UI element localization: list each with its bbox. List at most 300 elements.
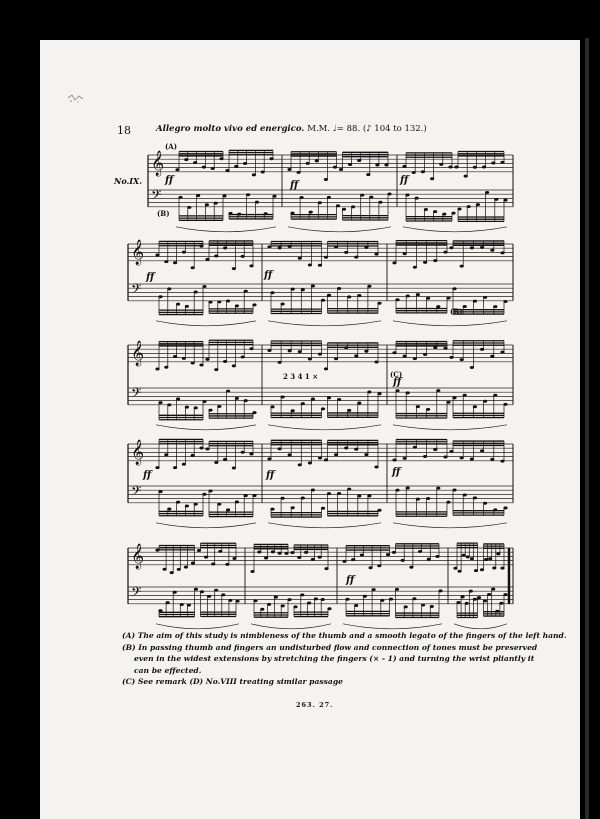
note-head <box>214 255 218 258</box>
note-head <box>226 300 230 303</box>
note-head <box>435 555 439 558</box>
note-head <box>456 601 460 604</box>
note-head <box>460 358 464 361</box>
note-head <box>369 196 373 199</box>
note-head <box>392 351 396 354</box>
note-head <box>433 210 437 213</box>
note-head <box>304 551 308 554</box>
note-head <box>255 201 259 204</box>
note-head <box>499 602 503 605</box>
note-head <box>321 598 325 601</box>
note-head <box>473 405 477 408</box>
note-head <box>404 605 408 608</box>
note-head <box>225 563 229 566</box>
note-head <box>167 507 171 510</box>
note-head <box>443 251 447 254</box>
note-head <box>345 598 349 601</box>
note-head <box>307 602 311 605</box>
note-head <box>158 490 162 493</box>
note-head <box>200 590 204 593</box>
note-head <box>464 175 468 178</box>
note-head <box>308 358 312 361</box>
note-head <box>466 555 470 558</box>
note-head <box>490 458 494 461</box>
note-head <box>327 294 331 297</box>
note-head <box>327 492 331 495</box>
note-head <box>202 493 206 496</box>
note-head <box>205 358 209 361</box>
note-head <box>387 193 391 196</box>
note-head <box>424 208 428 211</box>
note-head <box>462 554 466 557</box>
note-head <box>416 405 420 408</box>
note-head <box>194 291 198 294</box>
note-head <box>415 197 419 200</box>
note-head <box>164 260 168 263</box>
slur <box>251 624 331 629</box>
slur <box>393 425 507 430</box>
note-head <box>357 159 361 162</box>
note-head <box>281 604 285 607</box>
note-head <box>480 348 484 351</box>
slur <box>156 624 239 629</box>
note-head <box>377 302 381 305</box>
note-head <box>298 463 302 466</box>
note-head <box>395 588 399 591</box>
note-head <box>395 389 399 392</box>
note-head <box>184 158 188 161</box>
note-head <box>354 354 358 357</box>
note-head <box>473 496 477 499</box>
dynamic-ff: ff <box>264 270 273 281</box>
note-head <box>374 253 378 256</box>
note-head <box>334 246 338 249</box>
note-head <box>490 249 494 252</box>
note-head <box>334 357 338 360</box>
note-head <box>250 570 254 573</box>
note-head <box>155 368 159 371</box>
note-head <box>377 564 381 567</box>
note-head <box>409 566 413 569</box>
note-head <box>463 493 467 496</box>
note-head <box>451 212 455 215</box>
note-head <box>406 295 410 298</box>
note-head <box>182 357 186 360</box>
note-head <box>208 409 212 412</box>
study-number: No.IX. <box>114 176 143 186</box>
note-head <box>226 390 230 393</box>
note-head <box>298 257 302 260</box>
treble-clef: 𝄞 <box>151 151 165 176</box>
note-head <box>347 409 351 412</box>
note-head <box>191 454 195 457</box>
note-head <box>490 355 494 358</box>
note-head <box>453 567 457 570</box>
note-head <box>223 458 227 461</box>
note-head <box>180 603 184 606</box>
dynamic-ff: ff <box>400 175 409 186</box>
note-head <box>187 206 191 209</box>
note-head <box>426 297 430 300</box>
note-head <box>500 567 504 570</box>
note-head <box>267 349 271 352</box>
dynamic-ff: ff <box>143 470 152 481</box>
note-head <box>412 171 416 174</box>
dynamic-ff: ff <box>266 470 275 481</box>
note-head <box>500 161 504 164</box>
note-head <box>423 261 427 264</box>
slur <box>268 321 381 326</box>
note-head <box>235 500 239 503</box>
note-head <box>264 557 268 560</box>
note-head <box>155 253 159 256</box>
note-head <box>204 556 208 559</box>
note-head <box>199 245 203 248</box>
note-head <box>413 357 417 360</box>
note-head <box>185 305 189 308</box>
note-head <box>458 570 462 573</box>
note-head <box>442 213 446 216</box>
note-head <box>177 568 181 571</box>
note-head <box>228 599 232 602</box>
slur <box>288 227 391 232</box>
note-head <box>503 593 507 596</box>
note-head <box>492 567 496 570</box>
note-head <box>483 400 487 403</box>
note-head <box>194 588 198 591</box>
note-head <box>364 246 368 249</box>
note-head <box>226 508 230 511</box>
note-head <box>324 567 328 570</box>
note-head <box>493 305 497 308</box>
note-head <box>401 559 405 562</box>
note-head <box>436 487 440 490</box>
note-head <box>405 194 409 197</box>
note-head <box>318 264 322 267</box>
footnote-a: (A) The aim of this study is nimbleness of the thumb and a smooth legato of the fingers of the left hand. <box>122 631 567 640</box>
note-head <box>342 208 346 211</box>
note-head <box>465 602 469 605</box>
note-head <box>337 492 341 495</box>
note-head <box>351 205 355 208</box>
note-head <box>491 162 495 165</box>
note-head <box>182 463 186 466</box>
note-head <box>500 351 504 354</box>
note-head <box>244 494 248 497</box>
note-head <box>318 556 322 559</box>
note-head <box>494 198 498 201</box>
note-head <box>257 551 261 554</box>
slur <box>156 523 256 528</box>
note-head <box>433 259 437 262</box>
note-head <box>493 394 497 397</box>
note-head <box>278 447 282 450</box>
note-head <box>164 366 168 369</box>
slur <box>343 624 442 629</box>
note-head <box>252 303 256 306</box>
note-head <box>354 604 358 607</box>
slur <box>268 523 381 528</box>
note-head <box>185 505 189 508</box>
note-head <box>185 406 189 409</box>
note-head <box>235 600 239 603</box>
note-head <box>287 598 291 601</box>
note-head <box>395 489 399 492</box>
note-head <box>433 346 437 349</box>
note-head <box>249 453 253 456</box>
note-head <box>418 550 422 553</box>
note-head <box>377 509 381 512</box>
note-head <box>301 497 305 500</box>
note-head <box>315 159 319 162</box>
note-head <box>406 487 410 490</box>
note-head <box>158 295 162 298</box>
note-head <box>473 598 477 601</box>
note-head <box>173 261 177 264</box>
note-head <box>272 195 276 198</box>
note-head <box>293 605 297 608</box>
note-head <box>452 489 456 492</box>
note-head <box>252 173 256 176</box>
note-head <box>430 177 434 180</box>
note-head <box>300 196 304 199</box>
note-head <box>196 194 200 197</box>
note-head <box>182 251 186 254</box>
note-head <box>327 607 331 610</box>
footnotes <box>122 630 567 688</box>
note-head <box>357 495 361 498</box>
note-head <box>264 212 268 215</box>
note-head <box>298 350 302 353</box>
note-head <box>223 247 227 250</box>
note-head <box>318 457 322 460</box>
note-head <box>364 350 368 353</box>
note-head <box>205 203 209 206</box>
note-head <box>208 301 212 304</box>
note-head <box>351 558 355 561</box>
note-head <box>392 261 396 264</box>
note-head <box>187 604 191 607</box>
note-head <box>446 297 450 300</box>
note-head <box>500 251 504 254</box>
note-head <box>403 355 407 358</box>
slur <box>176 227 276 232</box>
note-head <box>426 408 430 411</box>
note-head <box>354 448 358 451</box>
note-head <box>270 508 274 511</box>
note-head <box>363 595 367 598</box>
note-head <box>344 446 348 449</box>
note-head <box>267 245 271 248</box>
note-head <box>173 355 177 358</box>
note-head <box>281 497 285 500</box>
note-head <box>482 166 486 169</box>
note-head <box>366 173 370 176</box>
note-head <box>449 450 453 453</box>
note-head <box>178 196 182 199</box>
note-head <box>176 303 180 306</box>
note-head <box>222 195 226 198</box>
note-head <box>244 290 248 293</box>
note-head <box>287 168 291 171</box>
bass-clef: 𝄢 <box>131 281 142 300</box>
note-head <box>436 305 440 308</box>
note-head <box>443 347 447 350</box>
marker-b: (B) <box>157 209 170 218</box>
note-head <box>473 300 477 303</box>
note-head <box>480 246 484 249</box>
note-head <box>243 162 247 165</box>
note-head <box>436 389 440 392</box>
note-head <box>217 405 221 408</box>
note-head <box>443 456 447 459</box>
note-head <box>249 347 253 350</box>
note-head <box>170 571 174 574</box>
note-head <box>232 557 236 560</box>
note-head <box>297 556 301 559</box>
note-head <box>439 163 443 166</box>
treble-clef: 𝄞 <box>131 240 145 265</box>
note-head <box>311 558 315 561</box>
note-head <box>311 488 315 491</box>
note-head <box>311 285 315 288</box>
note-head <box>193 161 197 164</box>
note-head <box>318 353 322 356</box>
note-head <box>324 256 328 259</box>
note-head <box>197 549 201 552</box>
note-head <box>448 165 452 168</box>
note-head <box>488 557 492 560</box>
note-head <box>278 246 282 249</box>
note-head <box>403 252 407 255</box>
note-head <box>503 300 507 303</box>
note-head <box>217 300 221 303</box>
note-head <box>367 494 371 497</box>
note-head <box>452 396 456 399</box>
note-head <box>211 167 215 170</box>
note-head <box>205 258 209 261</box>
note-head <box>207 595 211 598</box>
note-head <box>421 170 425 173</box>
note-head <box>281 303 285 306</box>
note-head <box>473 166 477 169</box>
note-head <box>463 394 467 397</box>
note-head <box>308 263 312 266</box>
note-head <box>235 304 239 307</box>
note-head <box>321 407 325 410</box>
note-head <box>454 166 458 169</box>
note-head <box>449 246 453 249</box>
note-head <box>334 453 338 456</box>
note-head <box>485 191 489 194</box>
page-number: 18 <box>117 124 131 137</box>
note-head <box>217 503 221 506</box>
note-head <box>269 157 273 160</box>
note-head <box>158 609 162 612</box>
footnote-b-cont: even in the widest extensions by stretching the fingers (× - 1) and turning the wrist pliantly it <box>134 654 535 663</box>
note-head <box>463 305 467 308</box>
note-head <box>327 196 331 199</box>
note-head <box>357 294 361 297</box>
note-head <box>267 457 271 460</box>
note-head <box>500 460 504 463</box>
note-head <box>477 596 481 599</box>
slur <box>403 227 507 232</box>
note-head <box>155 549 159 552</box>
note-head <box>421 603 425 606</box>
bass-clef: 𝄢 <box>131 584 142 603</box>
note-head <box>301 402 305 405</box>
note-head <box>237 213 241 216</box>
treble-clef: 𝄞 <box>131 341 145 366</box>
note-head <box>360 554 364 557</box>
note-head <box>199 363 203 366</box>
note-head <box>225 169 229 172</box>
note-head <box>214 202 218 205</box>
note-head <box>493 508 497 511</box>
note-head <box>389 598 393 601</box>
slur <box>393 321 507 326</box>
note-head <box>413 446 417 449</box>
note-head <box>324 458 328 461</box>
note-head <box>423 353 427 356</box>
bass-clef: 𝄢 <box>151 187 162 206</box>
note-head <box>347 295 351 298</box>
note-head <box>403 457 407 460</box>
dynamic-ff: ff <box>392 467 401 478</box>
footnote-b-cont: can be effected. <box>134 665 202 675</box>
note-head <box>241 255 245 258</box>
note-head <box>300 593 304 596</box>
note-head <box>214 368 218 371</box>
note-head <box>176 397 180 400</box>
note-head <box>395 298 399 301</box>
fingering-marks: 2 3 4 1 × <box>283 372 319 381</box>
note-head <box>357 401 361 404</box>
bass-clef: 𝄢 <box>131 483 142 502</box>
note-head <box>337 398 341 401</box>
note-head <box>413 266 417 269</box>
note-head <box>470 246 474 249</box>
note-head <box>288 245 292 248</box>
note-head <box>423 455 427 458</box>
note-head <box>372 588 376 591</box>
note-head <box>184 566 188 569</box>
note-head <box>460 265 464 268</box>
note-head <box>367 390 371 393</box>
note-head <box>378 201 382 204</box>
note-head <box>380 599 384 602</box>
note-head <box>235 397 239 400</box>
note-head <box>244 399 248 402</box>
note-head <box>333 166 337 169</box>
note-head <box>430 605 434 608</box>
note-head <box>194 503 198 506</box>
note-head <box>288 349 292 352</box>
slur <box>156 425 256 430</box>
note-head <box>461 595 465 598</box>
dynamic-ff: ff <box>165 175 174 186</box>
note-head <box>491 588 495 591</box>
slur <box>393 523 507 528</box>
note-head <box>347 488 351 491</box>
note-head <box>208 490 212 493</box>
note-head <box>360 194 364 197</box>
note-head <box>364 453 368 456</box>
note-head <box>469 590 473 593</box>
note-head <box>392 551 396 554</box>
marker-a: (A) <box>165 142 178 151</box>
